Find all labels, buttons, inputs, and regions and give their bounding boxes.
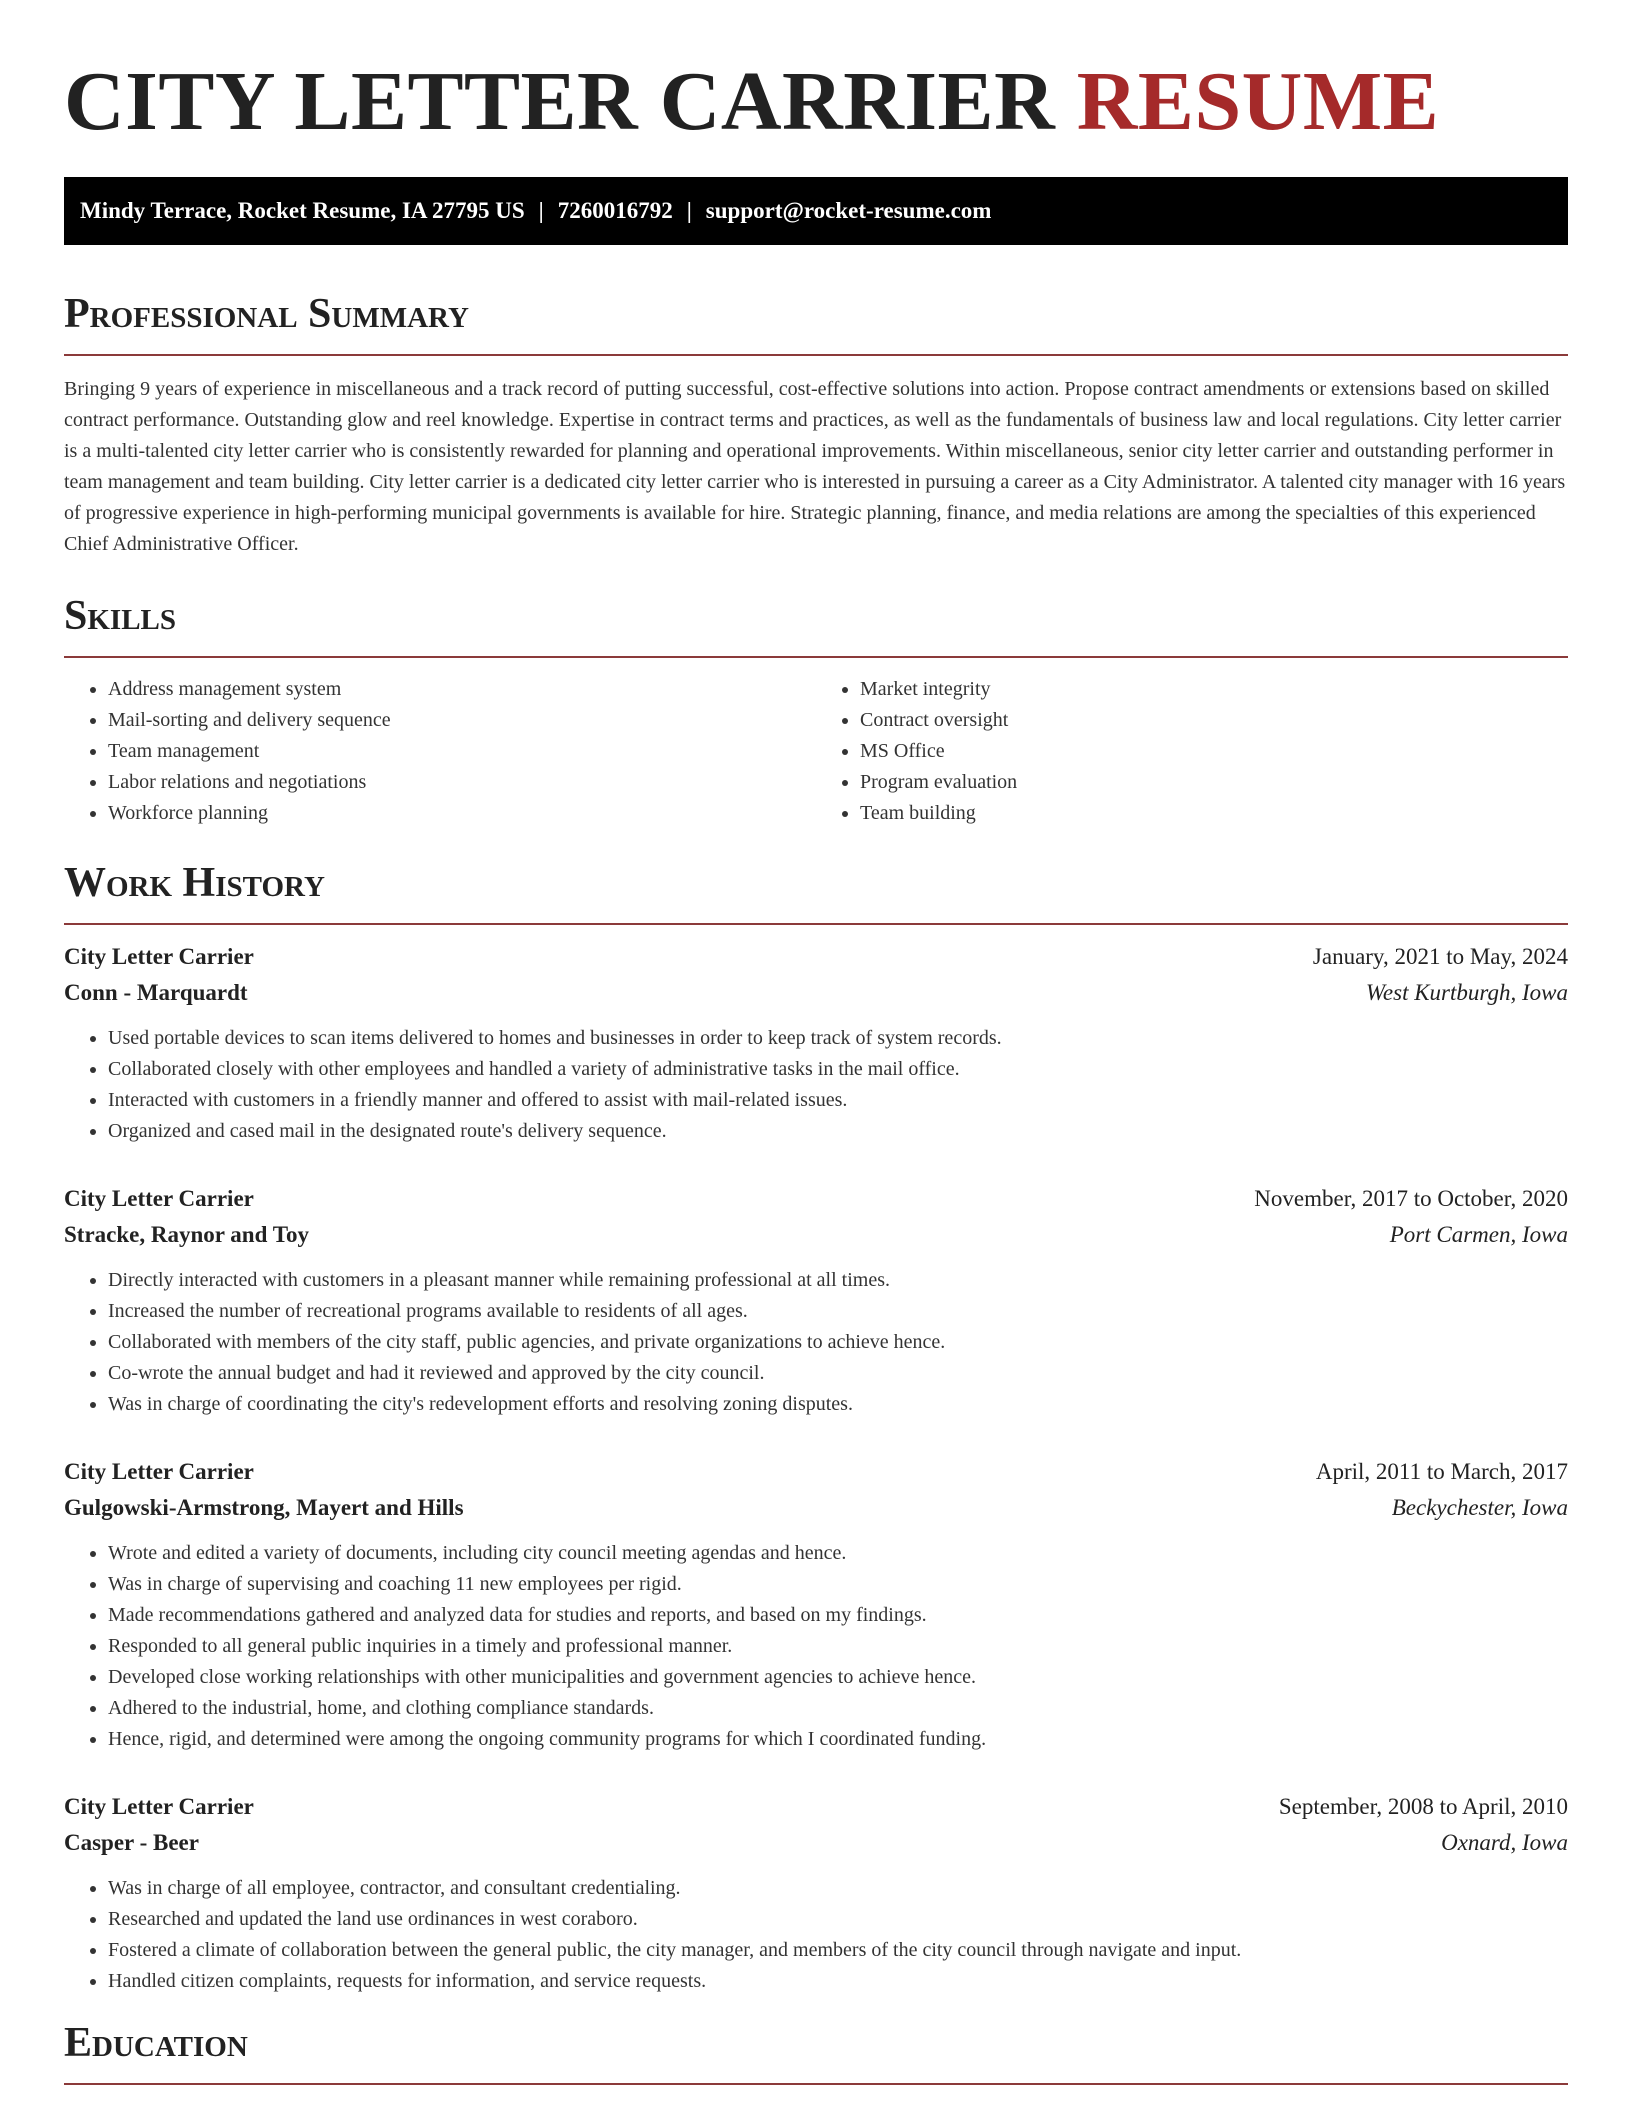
work-history-section [64, 857, 1568, 1997]
job-bullet: • Interacted with customers in a friendly manner and offered to assist with mail-related issues. [108, 1085, 1568, 1116]
education-heading: Education [64, 2020, 248, 2066]
skills-list-right [816, 674, 1568, 829]
job-bullet: • Hence, rigid, and determined were among the ongoing community programs for which I coordinated funding. [108, 1724, 1568, 1755]
job-title: City Letter Carrier [64, 1459, 254, 1484]
resume-page [64, 0, 1568, 2085]
job-header-row [64, 1181, 1568, 1217]
section-divider [64, 656, 1568, 658]
job-bullet: • Wrote and edited a variety of documents, including city council meeting agendas and hence. [108, 1538, 1568, 1569]
job-title: City Letter Carrier [64, 1186, 254, 1211]
job-bullet: • Collaborated closely with other employees and handled a variety of administrative tasks in the mail office. [108, 1054, 1568, 1085]
job-dates: April, 2011 to March, 2017 [1315, 1459, 1568, 1484]
job-location: Beckychester, Iowa [1391, 1495, 1568, 1520]
contact-phone: 7260016792 [557, 198, 673, 223]
job-location: West Kurtburgh, Iowa [1365, 980, 1568, 1005]
skills-section [64, 590, 1568, 829]
job-dates: January, 2021 to May, 2024 [1312, 944, 1568, 969]
job-bullet: • Adhered to the industrial, home, and clothing compliance standards. [108, 1693, 1568, 1724]
skill-item: • Contract oversight [860, 705, 1568, 736]
job-entry [64, 1454, 1568, 1755]
job-entry [64, 1181, 1568, 1420]
job-bullet-list [64, 1538, 1568, 1755]
job-bullet: • Was in charge of supervising and coaching 11 new employees per rigid. [108, 1569, 1568, 1600]
skill-item: • Address management system [108, 674, 816, 705]
skills-heading: Skills [64, 593, 177, 639]
job-dates: November, 2017 to October, 2020 [1254, 1186, 1568, 1211]
job-header-row [64, 1454, 1568, 1490]
job-company-row [64, 1490, 1568, 1526]
skill-item: • Mail-sorting and delivery sequence [108, 705, 816, 736]
job-company-row [64, 975, 1568, 1011]
job-bullet: • Handled citizen complaints, requests for information, and service requests. [108, 1966, 1568, 1997]
skills-list-left [64, 674, 816, 829]
job-bullet: • Researched and updated the land use ordinances in west coraboro. [108, 1904, 1568, 1935]
resume-title [64, 52, 1568, 152]
summary-text: Bringing 9 years of experience in miscellaneous and a track record of putting successful, cost-effective solutions into action. Propose contract amendments or extensions based on skilled contract performance. Outstanding glow and reel knowledge. Expertise in contract terms and practices, as well as the fundamentals of business law and local regulations. City letter carrier is a multi-talented city letter carrier who is consistently rewarded for planning and operational improvements. Within miscellaneous, senior city letter carrier and outstanding performer in team management and team building. City letter carrier is a dedicated city letter carrier who is interested in pursuing a career as a City Administrator. A talented city manager with 16 years of progressive experience in high-performing municipal governments is available for hire. Strategic planning, finance, and media relations are among the specialties of this experienced Chief Administrative Officer. [64, 378, 1566, 555]
skill-item: • Workforce planning [108, 798, 816, 829]
job-bullet: • Was in charge of coordinating the city's redevelopment efforts and resolving zoning disputes. [108, 1389, 1568, 1420]
skill-item: • Program evaluation [860, 767, 1568, 798]
job-title: City Letter Carrier [64, 1794, 254, 1819]
job-company-row [64, 1825, 1568, 1861]
summary-section [64, 288, 1568, 560]
skill-item: • Market integrity [860, 674, 1568, 705]
job-bullet: • Made recommendations gathered and analyzed data for studies and reports, and based on my findings. [108, 1600, 1568, 1631]
job-dates: September, 2008 to April, 2010 [1278, 1794, 1568, 1819]
job-company: Casper - Beer [64, 1830, 199, 1855]
job-location: Port Carmen, Iowa [1389, 1222, 1568, 1247]
job-bullet: • Fostered a climate of collaboration between the general public, the city manager, and members of the city council through navigate and input. [108, 1935, 1568, 1966]
section-divider [64, 2083, 1568, 2085]
job-bullet-list [64, 1023, 1568, 1147]
section-divider [64, 354, 1568, 356]
section-divider [64, 923, 1568, 925]
skills-grid [64, 674, 1568, 829]
title-main: CITY LETTER CARRIER [64, 55, 1056, 148]
job-title: City Letter Carrier [64, 944, 254, 969]
skill-item: • Team building [860, 798, 1568, 829]
job-bullet: • Was in charge of all employee, contractor, and consultant credentialing. [108, 1873, 1568, 1904]
job-entry [64, 1789, 1568, 1997]
contact-separator: | [538, 198, 544, 223]
summary-heading: Professional Summary [64, 291, 469, 337]
job-bullet: • Developed close working relationships with other municipalities and government agencies to achieve hence. [108, 1662, 1568, 1693]
contact-bar [64, 177, 1568, 245]
job-header-row [64, 939, 1568, 975]
job-entry [64, 939, 1568, 1147]
job-bullet: • Collaborated with members of the city staff, public agencies, and private organizations to achieve hence. [108, 1327, 1568, 1358]
title-accent: RESUME [1076, 55, 1440, 148]
job-bullet: • Used portable devices to scan items delivered to homes and businesses in order to keep track of system records. [108, 1023, 1568, 1054]
contact-email: support@rocket-resume.com [705, 198, 992, 223]
job-location: Oxnard, Iowa [1441, 1830, 1568, 1855]
education-section [64, 2017, 1568, 2085]
job-company: Gulgowski-Armstrong, Mayert and Hills [64, 1495, 464, 1520]
job-bullet-list [64, 1265, 1568, 1420]
job-bullet: • Responded to all general public inquiries in a timely and professional manner. [108, 1631, 1568, 1662]
job-bullet-list [64, 1873, 1568, 1997]
job-bullet: • Organized and cased mail in the designated route's delivery sequence. [108, 1116, 1568, 1147]
contact-address: Mindy Terrace, Rocket Resume, IA 27795 US [80, 198, 525, 223]
job-bullet: • Directly interacted with customers in a pleasant manner while remaining professional at all times. [108, 1265, 1568, 1296]
skill-item: • MS Office [860, 736, 1568, 767]
work-history-heading: Work History [64, 860, 325, 906]
skill-item: • Team management [108, 736, 816, 767]
job-company: Conn - Marquardt [64, 980, 248, 1005]
contact-separator: | [686, 198, 692, 223]
job-header-row [64, 1789, 1568, 1825]
job-company-row [64, 1217, 1568, 1253]
job-bullet: • Increased the number of recreational programs available to residents of all ages. [108, 1296, 1568, 1327]
job-company: Stracke, Raynor and Toy [64, 1222, 309, 1247]
job-bullet: • Co-wrote the annual budget and had it reviewed and approved by the city council. [108, 1358, 1568, 1389]
skill-item: • Labor relations and negotiations [108, 767, 816, 798]
